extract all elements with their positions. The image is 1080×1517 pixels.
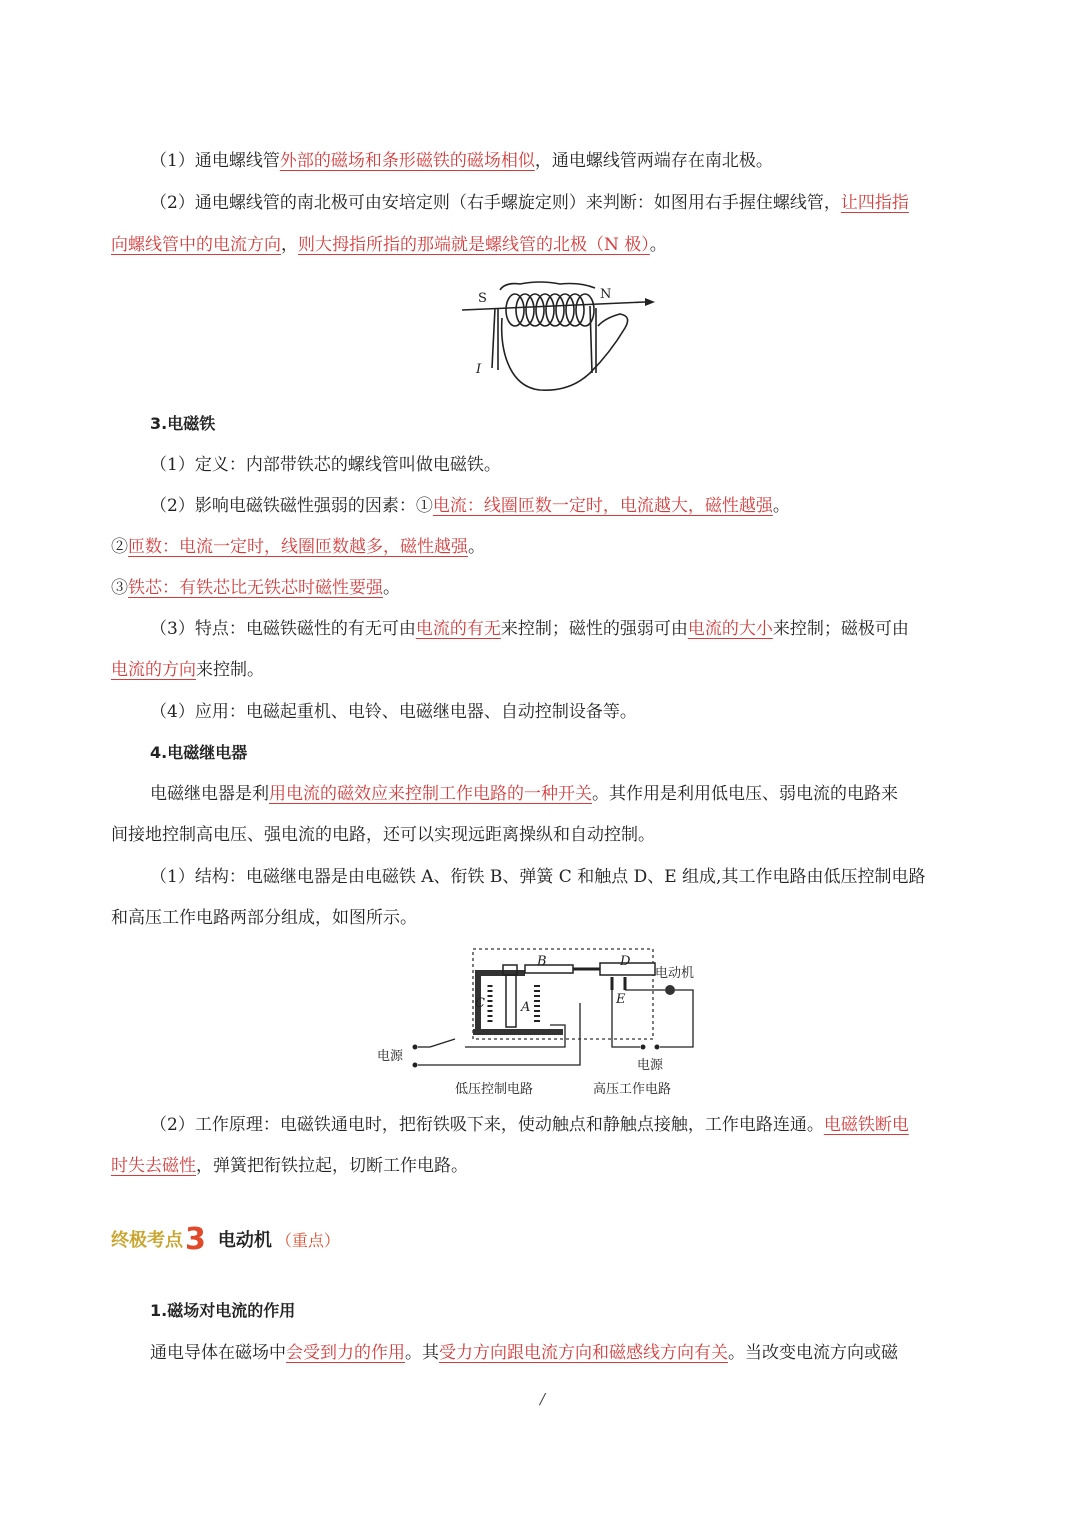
paragraph-definition: （1）定义：内部带铁芯的螺线管叫做电磁铁。	[150, 455, 501, 475]
key-phrase: 让四指指	[840, 193, 909, 213]
paragraph-force-on-current: 通电导体在磁场中会受到力的作用。其受力方向跟电流方向和磁感线方向有关。当改变电流方向或磁	[150, 1343, 898, 1363]
key-phrase: 电流的有无	[415, 619, 501, 639]
key-phrase: 时失去磁性	[111, 1156, 196, 1176]
paragraph-relay-structure-cont: 和高压工作电路两部分组成，如图所示。	[111, 908, 417, 928]
paragraph-factor-core: ③铁芯：有铁芯比无铁芯时磁性要强。	[111, 578, 400, 598]
paragraph-ampere-rule-cont: 向螺线管中的电流方向，则大拇指所指的那端就是螺线管的北极（N 极）。	[111, 235, 667, 255]
fig2-label-source-high: 电源	[637, 1058, 664, 1073]
fig2-label-b: B	[537, 954, 547, 969]
heading-relay: 4.电磁继电器	[150, 743, 248, 762]
key-phrase: 会受到力的作用	[286, 1343, 405, 1363]
right-hand-rule-figure	[460, 278, 660, 398]
paragraph-applications: （4）应用：电磁起重机、电铃、电磁继电器、自动控制设备等。	[150, 702, 637, 722]
paragraph-relay-principle-cont: 时失去磁性，弹簧把衔铁拉起，切断工作电路。	[111, 1156, 468, 1176]
heading-force-on-current: 1.磁场对电流的作用	[150, 1301, 296, 1320]
key-phrase: 受力方向跟电流方向和磁感线方向有关	[439, 1343, 728, 1363]
fig2-label-high-circuit: 高压工作电路	[593, 1082, 672, 1097]
paragraph-factors: （2）影响电磁铁磁性强弱的因素：①电流：线圈匝数一定时，电流越大，磁性越强。	[150, 496, 790, 516]
key-phrase: 电流的大小	[687, 619, 773, 639]
paragraph-factor-turns: ②匝数：电流一定时，线圈匝数越多，磁性越强。	[111, 537, 485, 557]
key-phrase: 电流的方向	[111, 660, 196, 680]
paragraph-relay-intro: 电磁继电器是利用电流的磁效应来控制工作电路的一种开关。其作用是利用低电压、弱电流的电路来	[150, 784, 898, 804]
key-phrase: 向螺线管中的电流方向	[111, 235, 281, 255]
relay-circuit-figure	[375, 945, 715, 1105]
banner-title: 电动机	[217, 1230, 272, 1251]
paragraph-relay-intro-cont: 间接地控制高电压、强电流的电路，还可以实现远距离操纵和自动控制。	[111, 825, 655, 845]
key-phrase: 电流：线圈匝数一定时，电流越大，磁性越强	[432, 496, 773, 516]
key-phrase: 则大拇指所指的那端就是螺线管的北极（N 极）	[298, 235, 650, 255]
fig2-label-e: E	[616, 992, 626, 1007]
paragraph-solenoid-field: （1）通电螺线管外部的磁场和条形磁铁的磁场相似，通电螺线管两端存在南北极。	[150, 151, 773, 171]
fig2-label-c: C	[475, 996, 485, 1011]
paragraph-features: （3）特点：电磁铁磁性的有无可由电流的有无来控制；磁性的强弱可由电流的大小来控制；磁极可由	[150, 619, 909, 639]
paragraph-features-cont: 电流的方向来控制。	[111, 660, 264, 680]
key-phrase: 匝数：电流一定时，线圈匝数越多，磁性越强	[128, 537, 468, 557]
banner-number: 3	[185, 1222, 206, 1257]
fig2-label-low-circuit: 低压控制电路	[455, 1082, 534, 1097]
page-number: /	[540, 1390, 546, 1408]
paragraph-relay-structure: （1）结构：电磁继电器是由电磁铁 A、衔铁 B、弹簧 C 和触点 D、E 组成,其工作电路由低压控制电路	[150, 867, 926, 887]
paragraph-ampere-rule: （2）通电螺线管的南北极可由安培定则（右手螺旋定则）来判断：如图用右手握住螺线管，让四指指	[150, 193, 909, 213]
heading-electromagnet: 3.电磁铁	[150, 414, 216, 433]
paragraph-relay-principle: （2）工作原理：电磁铁通电时，把衔铁吸下来，使动触点和静触点接触，工作电路连通。电磁铁断电	[150, 1115, 909, 1135]
fig2-label-d: D	[620, 954, 631, 969]
key-phrase: 用电流的磁效应来控制工作电路的一种开关	[269, 784, 592, 804]
banner-subtitle: （重点）	[275, 1231, 340, 1250]
section-banner	[111, 1222, 340, 1266]
banner-tag: 终极考点	[111, 1230, 183, 1251]
fig1-label-s: S	[478, 291, 487, 306]
fig2-label-motor: 电动机	[655, 966, 695, 981]
key-phrase: 外部的磁场和条形磁铁的磁场相似	[279, 151, 535, 171]
fig2-label-source-low: 电源	[377, 1049, 404, 1064]
fig1-label-n: N	[600, 287, 612, 302]
key-phrase: 铁芯：有铁芯比无铁芯时磁性要强	[128, 578, 383, 598]
key-phrase: 电磁铁断电	[823, 1115, 909, 1135]
fig2-label-a: A	[521, 1000, 531, 1015]
fig1-label-i: I	[476, 362, 482, 377]
